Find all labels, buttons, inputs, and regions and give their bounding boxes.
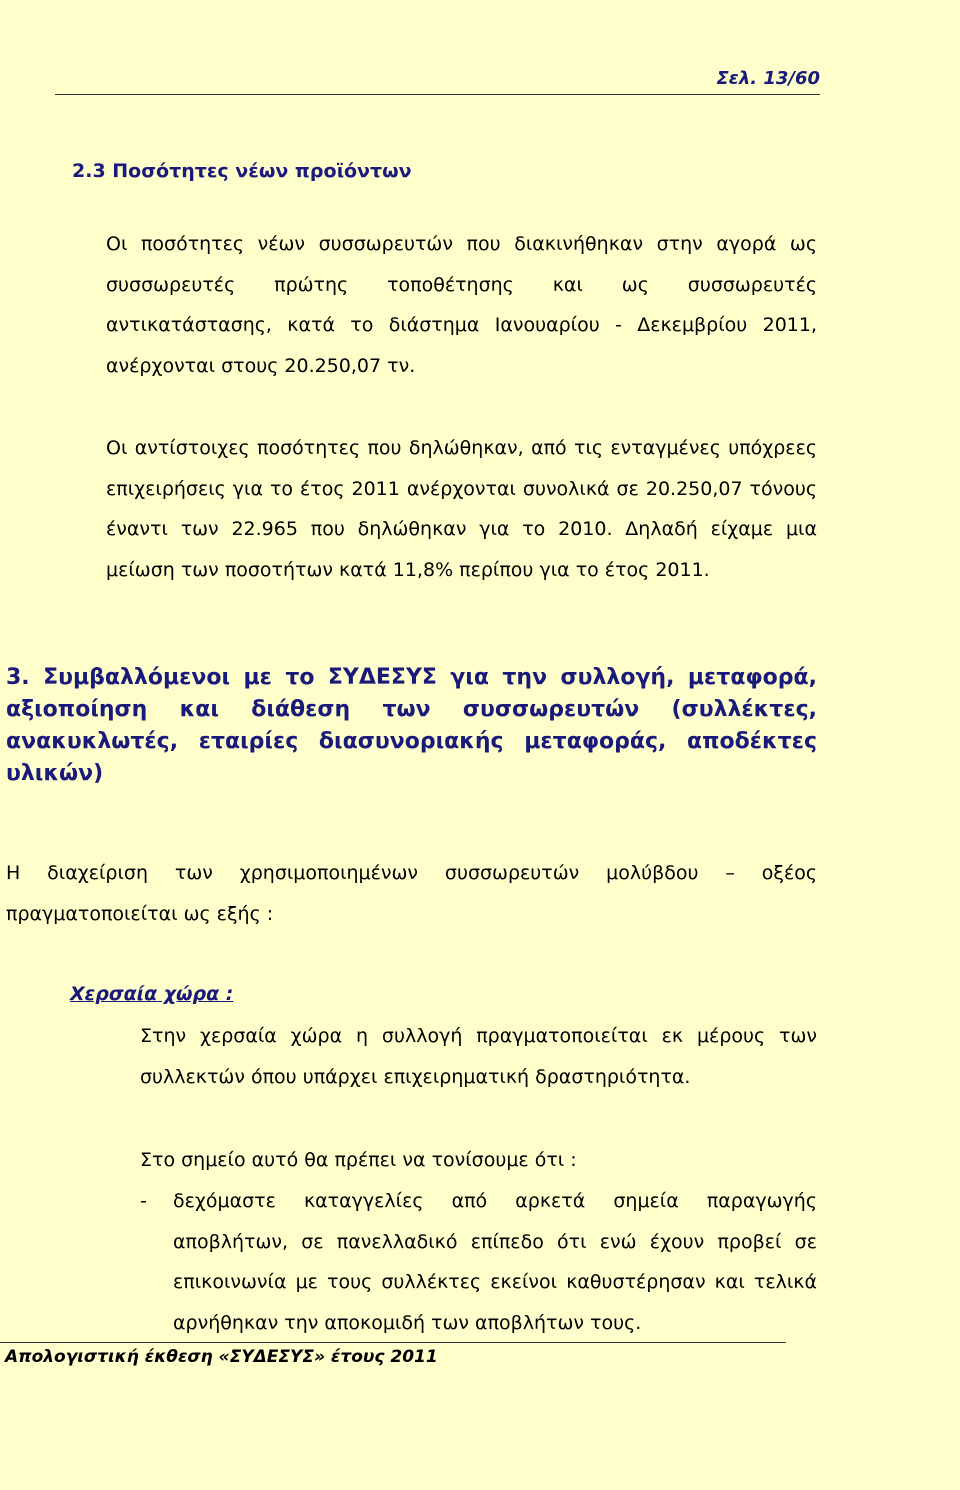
note-intro: Στο σημείο αυτό θα πρέπει να τονίσουμε ότι : xyxy=(140,1149,577,1171)
footer-text: Απολογιστική έκθεση «ΣΥΔΕΣΥΣ» έτους 2011 xyxy=(5,1347,438,1367)
footer-divider xyxy=(0,1342,786,1343)
section-2-3-paragraph-2: Οι αντίστοιχες ποσότητες που δηλώθηκαν, από τις ενταγμένες υπόχρεες επιχειρήσεις για το έτος 2011 ανέρχονται συνολικά σε 20.250,07 τόνους έναντι των 22.965 που δηλώθηκαν για το 2010. Δηλαδή είχαμε μια μείωση των ποσοτήτων κατά 11,8% περίπου για το έτος 2011. xyxy=(106,437,817,581)
section-3-paragraph-1: Η διαχείριση των χρησιμοποιημένων συσσωρευτών μολύβδου – οξέος πραγματοποιείται ως εξής : xyxy=(6,862,817,925)
land-heading: Χερσαία χώρα : xyxy=(70,983,234,1005)
bullet-dash: - xyxy=(140,1190,147,1212)
land-paragraph: Στην χερσαία χώρα η συλλογή πραγματοποιείται εκ μέρους των συλλεκτών όπου υπάρχει επιχειρηματική δραστηριότητα. xyxy=(140,1025,817,1088)
section-2-3-paragraph-1: Οι ποσότητες νέων συσσωρευτών που διακινήθηκαν στην αγορά ως συσσωρευτές πρώτης τοποθέτησης και ως συσσωρευτές αντικατάστασης, κατά το διάστημα Ιανουαρίου - Δεκεμβρίου 2011, ανέρχονται στους 20.250,07 τν. xyxy=(106,233,817,377)
page-number: Σελ. 13/60 xyxy=(716,68,820,89)
section-2-3-title: 2.3 Ποσότητες νέων προϊόντων xyxy=(72,160,412,182)
section-3-title: 3. Συμβαλλόμενοι με το ΣΥΔΕΣΥΣ για την συλλογή, μεταφορά, αξιοποίηση και διάθεση των συσσωρευτών (συλλέκτες, ανακυκλωτές, εταιρίες διασυνοριακής μεταφοράς, αποδέκτες υλικών) xyxy=(6,665,817,786)
header-divider xyxy=(55,94,820,95)
bullet-item: δεχόμαστε καταγγελίες από αρκετά σημεία παραγωγής αποβλήτων, σε πανελλαδικό επίπεδο ότι ενώ έχουν προβεί σε επικοινωνία με τους συλλέκτες εκείνοι καθυστέρησαν και τελικά αρνήθηκαν την αποκομιδή των αποβλήτων τους. xyxy=(173,1190,817,1334)
